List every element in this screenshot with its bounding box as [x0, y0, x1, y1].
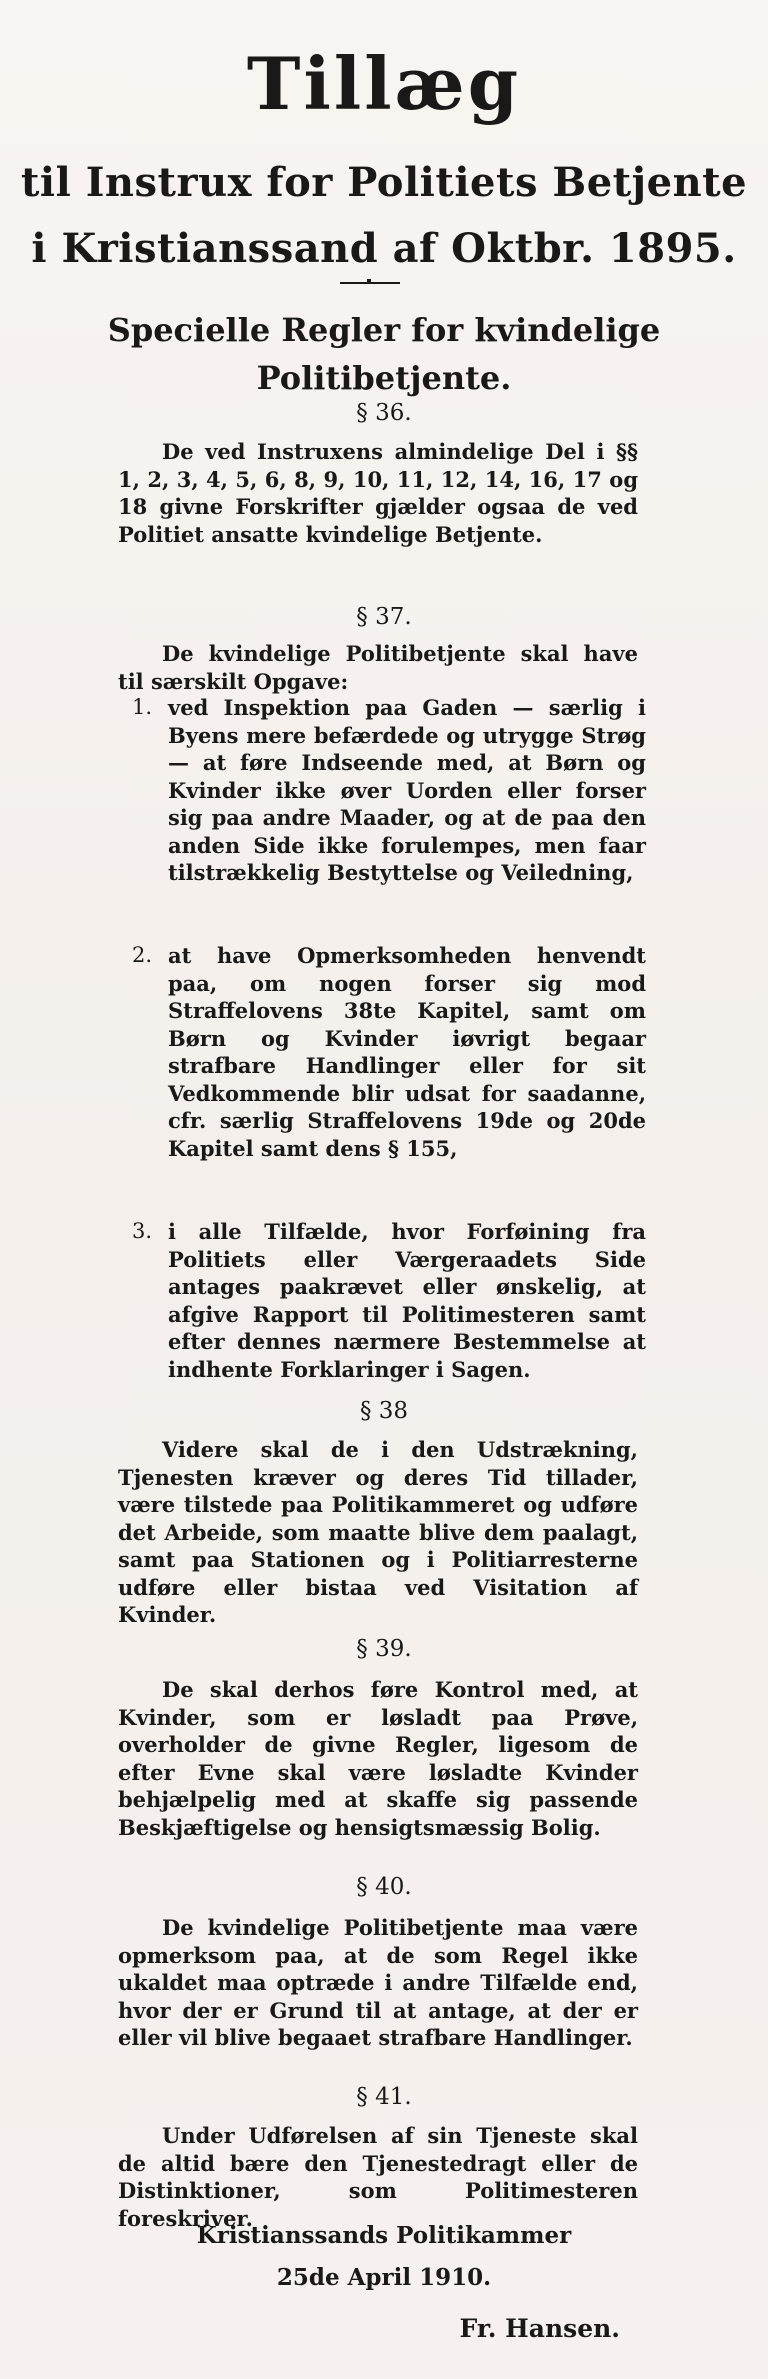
list-item-text: ved Inspektion paa Gaden — særlig i Byens mere befærdede og utrygge Strøg — at føre Indseende med, at Børn og Kvinder ikke øver Uorden eller forser sig paa andre Maader, og at de paa den anden Side ikke forulempes, men faar tilstrækkelig Bestyttelse og Veiledning,: [168, 695, 646, 885]
list-item-1: [126, 694, 646, 887]
ornamental-divider: [340, 282, 400, 284]
heading-line-2: Politibetjente.: [256, 359, 512, 397]
section-40-text: [118, 1914, 638, 2052]
section-41-body: Under Udførelsen af sin Tjeneste skal de altid bære den Tjenestedragt eller de Distinktioner, som Politimesteren foreskriver.: [118, 2123, 638, 2231]
section-41-text: [118, 2122, 638, 2232]
signature-office: Kristianssands Politikammer: [196, 2222, 572, 2249]
signature-date: 25de April 1910.: [276, 2264, 492, 2291]
list-item-3: [126, 1218, 646, 1383]
section-label-37: § 37.: [356, 604, 412, 630]
list-item-text: at have Opmerksomheden henvendt paa, om nogen forser sig mod Straffelovens 38te Kapitel, samt om Børn og Kvinder iøvrigt begaar strafbare Handlinger eller for sit Vedkommende blir udsat for saadanne, cfr. særlig Straffelovens 19de og 20de Kapitel samt dens § 155,: [168, 943, 646, 1161]
section-39-text: [118, 1676, 638, 1841]
list-item-number: 3.: [132, 1219, 153, 1243]
signature-name: Fr. Hansen.: [459, 2314, 620, 2343]
list-item-number: 2.: [132, 943, 153, 967]
section-36-body: De ved Instruxens almindelige Del i §§ 1, 2, 3, 4, 5, 6, 8, 9, 10, 11, 12, 14, 16, 17 og 18 givne Forskrifter gjælder ogsaa de ved Politiet ansatte kvindelige Betjente.: [118, 439, 638, 547]
section-37-intro-text: De kvindelige Politibetjente skal have til særskilt Opgave:: [118, 641, 638, 694]
section-label-40: § 40.: [356, 1874, 412, 1900]
document-subtitle: [0, 150, 768, 282]
section-label-39: § 39.: [356, 1636, 412, 1662]
list-item-number: 1.: [132, 695, 153, 719]
section-heading: [0, 306, 768, 402]
section-36-text: [118, 438, 638, 548]
subtitle-line-2: i Kristianssand af Oktbr. 1895.: [31, 225, 737, 272]
section-40-body: De kvindelige Politibetjente maa være opmerksom paa, at de som Regel ikke ukaldet maa optræde i andre Tilfælde end, hvor der er Grund til at antage, at der er eller vil blive begaaet strafbare Handlinger.: [118, 1915, 638, 2050]
list-item-text: i alle Tilfælde, hvor Forføining fra Politiets eller Værgeraadets Side antages paakrævet eller ønskelig, at afgive Rapport til Politimesteren samt efter dennes nærmere Bestemmelse at indhente Forklaringer i Sagen.: [168, 1219, 646, 1382]
heading-line-1: Specielle Regler for kvindelige: [107, 311, 661, 349]
section-label-41: § 41.: [356, 2084, 412, 2110]
list-item-2: [126, 942, 646, 1162]
document-title: Tillæg: [246, 41, 522, 126]
section-37-intro: [118, 640, 638, 695]
subtitle-line-1: til Instrux for Politiets Betjente: [20, 159, 748, 206]
section-38-body: Videre skal de i den Udstrækning, Tjenesten kræver og deres Tid tillader, være tilstede paa Politikammeret og udføre det Arbeide, som maatte blive dem paalagt, samt paa Stationen og i Politiarresterne udføre eller bistaa ved Visitation af Kvinder.: [118, 1437, 638, 1627]
section-label-38: § 38: [359, 1398, 409, 1424]
section-39-body: De skal derhos føre Kontrol med, at Kvinder, som er løsladt paa Prøve, overholder de givne Regler, ligesom de efter Evne skal være løsladte Kvinder behjælpelig med at skaffe sig passende Beskjæftigelse og hensigtsmæssig Bolig.: [118, 1677, 638, 1840]
section-38-text: [118, 1436, 638, 1629]
section-label-36: § 36.: [356, 400, 412, 426]
